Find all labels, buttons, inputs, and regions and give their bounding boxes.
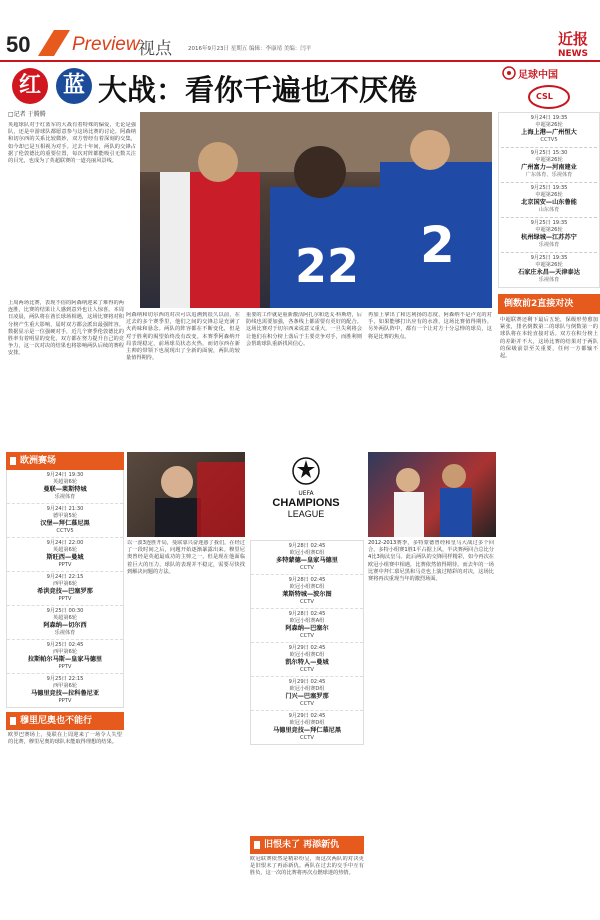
cl-match-list	[250, 540, 364, 745]
match-illustration	[368, 452, 496, 537]
europe-header: 欧洲赛场	[6, 452, 124, 470]
europe-match: 9月24日 21:30 德甲第5轮 汉堡—拜仁慕尼黑 CCTV5	[7, 504, 123, 538]
starball-icon	[291, 456, 321, 486]
china-football-header	[498, 64, 600, 82]
cl-title-sub: LEAGUE	[287, 509, 325, 519]
newspaper-logo	[554, 28, 592, 59]
logo-en: NEWS	[557, 49, 589, 59]
cl-match: 9月29日 02:45 欧冠小组赛D组 马德里竞技—拜仁慕尼黑 CCTV	[272, 713, 342, 741]
china-football-sidebar	[498, 64, 600, 784]
headline-title: 大战：看你千遍也不厌倦	[98, 73, 418, 107]
europe-subhead: 穆里尼奥也不能行	[6, 712, 124, 730]
china-match: 9月25日 19:35 中超第26轮 北京国安—山东鲁能 山东体育	[501, 183, 597, 218]
lower-col2-body: 以一波3连胜开局，曼联靠兴奋迷惑了我们，在经过了一段时间之后，问题开始逐渐暴露出来。穆里尼奥曾经是英超最成功的主帅之一，但是现在他面临着巨大的压力，球队的表现并不稳定，需要尽快找到解决问题的方法。	[127, 540, 245, 575]
china-match: 9月25日 19:35 中超第26轮 石家庄永昌—天津泰达 乐视体育	[518, 255, 580, 283]
reporter-byline: □记者 于腾腾	[8, 111, 46, 118]
europe-match: 9月25日 02:45 西甲第6轮 拉斯帕尔马斯—皇家马德里 PPTV	[7, 640, 123, 674]
article-col2: 阿森纳和切尔西的对决可以追溯到很久以前，在过去的多个赛季里，他们之间的交锋总是充满了火药味和悬念。两队的阵容都在不断变化，但是对于胜利的渴望始终没有改变。本赛季阿森纳开局表现稳定，前场球员状态火热，而切尔西在新主帅的带领下也展现出了全新的面貌，两队的较量值得期待。	[126, 312, 240, 362]
dateline: 2016年9月23日 星期五 编辑：李康靖 美编：闫平	[188, 46, 312, 52]
svg-text:2: 2	[420, 216, 455, 274]
cl-match: 9月28日 02:45 欧冠小组赛A组 阿森纳—巴塞尔 CCTV	[251, 609, 363, 643]
china-body: 中超联赛还剩下最后五轮，保级形势愈加紧张，排名倒数第二的球队与倒数第一的球队将在本轮直接对话。双方在积分榜上的差距并不大，这场比赛的结果对于两队的保级前景至关重要，任何一方都输不起。	[500, 317, 598, 360]
china-match-list	[498, 112, 600, 288]
europe-match-list	[6, 470, 124, 708]
cl-match: 9月28日 02:45 欧冠小组赛C组 多特蒙德—皇家马德里 CCTV	[251, 541, 363, 575]
football-icon	[502, 66, 516, 80]
article-col1-top: 英超球队对于红蓝军的大战有着特殊的偏爱，无论是强队，还是中游球队都愿意参与这场比赛的讨论。阿森纳和切尔西的关系比较微妙，双方曾经有着深刻的交集，如今却已是互相视为对手。过去十年间，两队的交锋占据了伦敦德比的重要位置，每次对阵都能吸引无数关注的目光，也成为了英超联赛的一道亮丽风景线。	[8, 122, 136, 165]
article-col3: 重要的工作就是重新激活阿扎尔和迭戈·科斯塔，后防线也需要加强，各条线上都需要有更好的配合。这场比赛对于切尔西来说意义重大，一旦失利将会让他们在积分榜上落后于主要竞争对手，而胜利则会帮助球队重新找回信心。	[246, 312, 362, 347]
svg-text:22: 22	[295, 239, 360, 293]
main-photo	[140, 112, 492, 308]
cl-match: 9月29日 02:45 欧冠小组赛C组 凯尔特人—曼城 CCTV	[251, 643, 363, 677]
bottom-body: 欧冠联赛依然是精彩纷呈，而这次两队的对决更是旧恨未了再添新仇。两队在过去的交手中互有胜负，这一次的比赛将再次点燃球迷的热情。	[250, 856, 364, 877]
section-en: Preview	[72, 34, 140, 55]
europe-section	[6, 452, 124, 790]
cl-match: 9月29日 02:45 欧冠小组赛D组 门兴—巴塞罗那 CCTV	[251, 677, 363, 711]
csl-logo	[498, 82, 600, 112]
champions-league-logo	[249, 452, 363, 537]
china-football-title: 足球中国	[518, 70, 558, 81]
section-cn: 视点	[138, 39, 172, 59]
coach-illustration	[127, 452, 245, 537]
coach-photo	[127, 452, 245, 537]
players-illustration	[140, 112, 492, 308]
article-col4: 再加上拿出了和达利扬的态度，阿森纳不是卢克的对手，如果能够打出应有的水准，这场比赛值得期待。另外两队阵中，都有一个让对方十分忌惮的球员，这将是比赛的焦点。	[368, 312, 492, 340]
europe-body: 欧罗巴赛场上，曼联在上周迎来了一场令人失望的比赛，穆里尼奥的球队未能取得理想的结果。	[8, 732, 122, 746]
europe-match: 9月25日 22:15 西甲第6轮 马德里竞技—拉科鲁尼亚 PPTV	[30, 676, 100, 704]
europe-match: 9月24日 22:00 英超第6轮 斯旺西—曼城 PPTV	[7, 538, 123, 572]
cl-title-main: CHAMPIONS	[272, 497, 340, 509]
logo-cn: 近报	[557, 30, 588, 48]
headline-blue-badge: 蓝	[56, 68, 92, 104]
bottom-subhead: 旧恨未了 再添新仇	[250, 836, 364, 854]
cl-title-top: UEFA	[298, 490, 314, 497]
china-match: 9月25日 15:30 中超第26轮 广州富力—河南建业 广东体育、乐视体育	[501, 148, 597, 183]
europe-match: 9月24日 22:15 西甲第6轮 希洪竞技—巴塞罗那 PPTV	[7, 572, 123, 606]
europe-match: 9月25日 00:30 英超第6轮 阿森纳—切尔西 乐视体育	[7, 606, 123, 640]
match-photo	[368, 452, 496, 537]
china-match: 9月25日 19:35 中超第26轮 杭州绿城—江苏苏宁 乐视体育	[501, 218, 597, 253]
china-match: 9月24日 19:35 中超第26轮 上海上港—广州恒大 CCTV5	[501, 113, 597, 148]
headline-red-badge: 红	[12, 68, 48, 104]
article-col1-bottom: 上周两场比赛，表现不俗的阿森纳迎来了难得的两连胜，比赛的结果让人感到意外也让人惊喜。本周日凌晨，两队将在酋长球场相遇，这场比赛将对积分榜产生重大影响，届时双方都会派出最强阵容。数据显示是一位强硬对手，近几个赛季伦敦德比的胜率有着明显的变化，双方都在努力提升自己的竞争力，这一次对决的结果也将影响两队后续的赛程安排。	[8, 300, 124, 357]
europe-match: 9月24日 19:30 英超第6轮 曼联—莱斯特城 乐视体育	[7, 470, 123, 504]
header-rule	[0, 60, 600, 62]
page-header	[0, 0, 600, 62]
right-col-body: 2012-2013赛季，多特蒙德曾经和皇马大战过多个回合，多特小组赛1胜1平占据上风，半决赛两回合总比分4比3淘汰皇马。此后两队的交锋同样精彩，如今再次在欧冠小组赛中相遇，比赛依然值得期待。而去年的一场比赛中拜仁慕尼黑和马竞也上演过精彩的对决，这场比赛将再次重现当年的激烈场面。	[368, 540, 494, 583]
china-subhead: 倒数前2直接对决	[498, 294, 600, 314]
csl-logo-text: CSL	[536, 92, 553, 101]
header-slash-icon	[34, 30, 70, 56]
cl-match: 9月28日 02:45 欧冠小组赛C组 莱斯特城—波尔图 CCTV	[251, 575, 363, 609]
page-number: 50	[6, 32, 31, 57]
